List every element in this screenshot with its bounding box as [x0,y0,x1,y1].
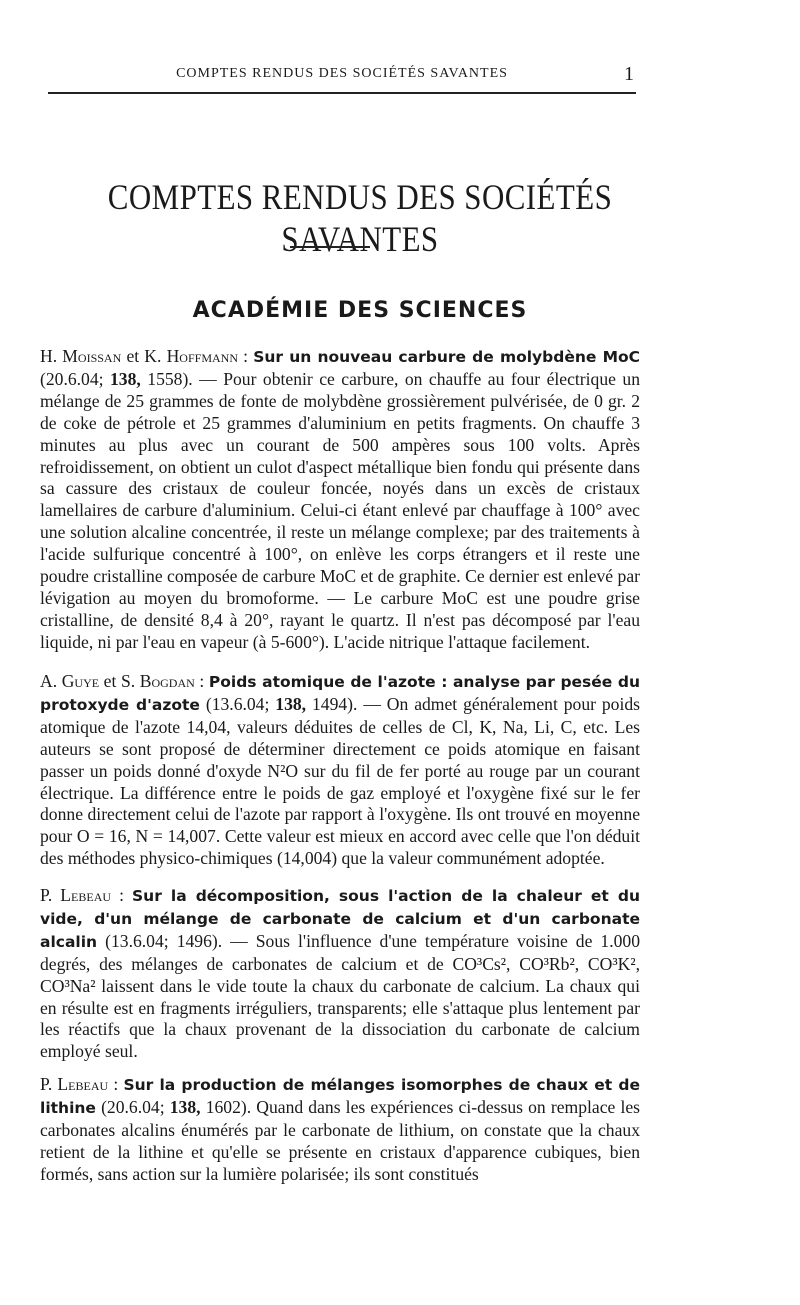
article-author: Bogdan [139,671,195,691]
article-author: Hoffmann [166,346,238,366]
article-separator: : [119,885,124,905]
running-title: COMPTES RENDUS DES SOCIÉTÉS SAVANTES [176,66,508,81]
article-guye-bogdan [40,671,640,870]
article-lead: H. [40,346,58,366]
article-title: Sur la production de mélanges isomorphes de chaux et de lithine [40,1076,641,1117]
article-moissan-hoffmann [40,346,640,654]
article-ref: (20.6.04; [101,1096,165,1117]
article-separator: : [243,346,249,366]
article-lead: A. [40,671,58,691]
article-volume: 138, [110,368,141,389]
article-ref: (13.6.04; [205,693,270,714]
article-author: Lebeau [57,1074,109,1094]
title-rule [290,246,370,248]
page-number: 1 [624,63,634,85]
article-volume: 138, [275,693,307,714]
article-author: Guye [61,671,100,691]
article-lead: P. [40,885,53,905]
article-body: 1558). — Pour obtenir ce carbure, on chauffe au four électrique un mélange de 25 grammes de fonte de molybdène grossièrement pulvérisée, de 0 gr. 2 de coke de pétrole et 25 grammes d'aluminium en petits fragments. On chauffe 3 minutes au plus avec un courant de 500 ampères sous 100 volts. Après refroidissement, on obtient un culot d'aspect métallique bien fondu qui présente dans sa cassure des cristaux de couleur foncée, noyés dans un excès de cristaux lamellaires de carbure d'aluminium. Celui-ci étant enlevé par chauffage à 100° avec une solution alcaline concentrée, il reste un mélange complexe; par des traitements à l'acide sulfurique concentré à 100°, on enlève les corps étrangers et il reste une poudre cristalline composée de carbure MoC et de graphite. Ce dernier est enlevé par lévigation au moyen du bromoforme. — Le carbure MoC est une poudre grise cristalline, de densité 8,4 à 20°, rayant le quartz. Il n'est pas décomposé par l'eau liquide, ni par l'eau en vapeur (à 5-600°). L'acide nitrique l'attaque facilement. [40,368,640,652]
article-lead: P. [40,1074,53,1094]
article-body: 1494). — On admet généralement pour poids atomique de l'azote 14,04, valeurs déduites de celles de Cl, K, Na, Li, C, etc. Les auteurs se sont proposé de déterminer directement ce poids atomique en faisant passer un poids donné d'oxyde N²O sur du fil de fer porté au rouge par un courant électrique. La différence entre le poids de gaz employé et l'oxygène fixé sur le fer donne directement celui de l'azote par rapport à l'oxygène. Ils ont trouvé en moyenne pour O = 16, N = 14,007. Cette valeur est mieux en accord avec celle que l'on déduit des méthodes physico-chimiques (14,004) que la valeur communément adoptée. [40,693,640,869]
article-body: 1602). Quand dans les expériences ci-dessus on remplace les carbonates alcalins énumérés par le carbonate de lithium, on constate que la chaux retient de la lithine et qu'elle se présente en cristaux d'apparence cubiques, bien formés, sans action sur la lumière polarisée; ils sont constitués [40,1096,641,1184]
article-conjunction: et K. [126,346,162,366]
running-head [48,62,636,94]
section-heading: ACADÉMIE DES SCIENCES [192,298,528,323]
article-author: Moissan [62,346,122,366]
article-volume: 138, [169,1096,201,1117]
article-ref: (13.6.04; [105,930,169,951]
article-body: 1496). — Sous l'influence d'une température voisine de 1.000 degrés, des mélanges de carbonates de calcium et de CO³Cs², CO³Rb², CO³K², CO³Na² laissent dans le vide toute la chaux du carbonate de calcium. La chaux qui en résulte est en fragments irréguliers, transparents; elle s'attaque plus lentement par les réactifs que la chaux provenant de la dissociation du carbonate de calcium employé seul. [40,930,641,1062]
article-separator: : [199,671,205,691]
article-separator: : [113,1074,119,1094]
article-ref: (20.6.04; [40,368,104,389]
article-title: Sur la décomposition, sous l'action de la chaleur et du vide, d'un mélange de carbonate de calcium et d'un carbonate alcalin [40,887,640,951]
article-author: Lebeau [60,885,112,905]
article-lebeau-decomposition [40,885,640,1063]
article-title: Poids atomique de l'azote : analyse par pesée du protoxyde d'azote [40,673,641,714]
article-lebeau-lithine [40,1074,640,1186]
article-conjunction: et S. [103,671,136,691]
page-title: COMPTES RENDUS DES SOCIÉTÉS SAVANTES [107,177,613,259]
article-title: Sur un nouveau carbure de molybdène MoC [253,348,641,366]
